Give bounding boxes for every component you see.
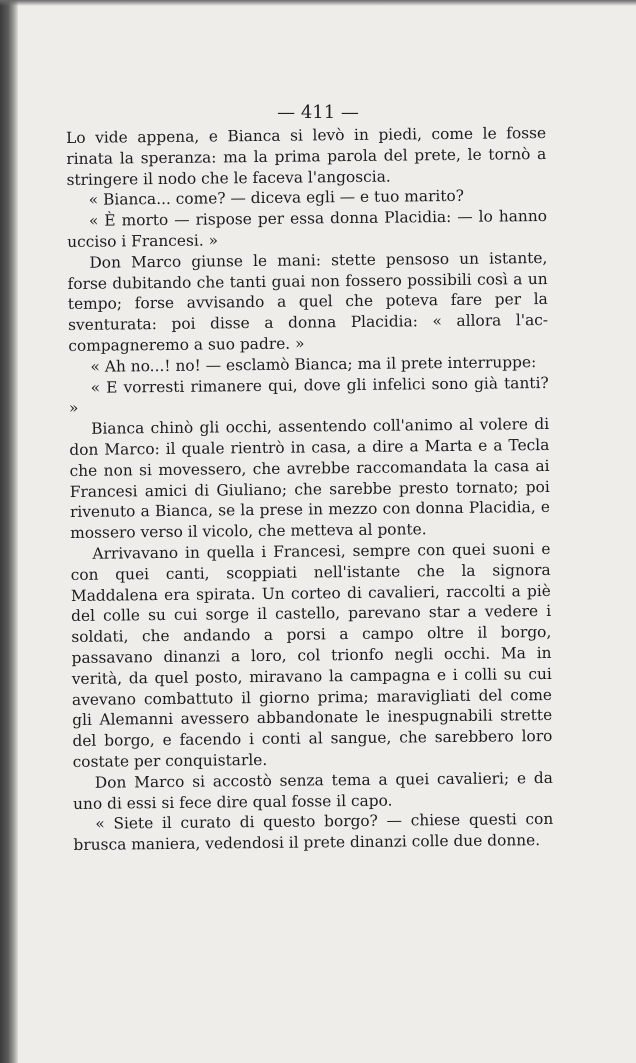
paragraph-9: Don Marco si accostò senza tema a quei cavalieri; e da uno di essi si fece dire qual fosse il capo.: [72, 768, 553, 813]
paragraph-3: « È morto — rispose per essa donna Placidia: — lo hanno ucciso i Francesi. »: [67, 207, 548, 251]
paragraph-5: « Ah no...! no! — esclamò Bianca; ma il prete interruppe:: [90, 352, 537, 376]
page-number: — 411 —: [277, 102, 359, 123]
paragraph-7: Bianca chinò gli occhi, assentendo coll'animo al volere di don Marco: il quale rientrò in casa, a dire a Marta e a Tecla che non si movessero, che avrebbe raccomandata la casa ai Francesi amici di Giuliano; che sarebbe presto tornato; poi rivenuto a Bianca, se la prese in mezzo con donna Placidia, e mossero verso il vicolo, che metteva al ponte.: [69, 415, 551, 543]
paragraph-10: « Siete il curato di questo borgo? — chiese questi con brusca maniera, vedendosi il prete dinanzi colle due donne.: [73, 810, 554, 855]
body-text: [66, 123, 554, 856]
paragraph-1: Lo vide appena, e Bianca si levò in piedi, come le fosse rinata la speranza: ma la prima parola del prete, le tornò a stringere il nodo che le faceva l'angoscia.: [66, 123, 547, 189]
binding-edge: [0, 0, 18, 1063]
paragraph-4: Don Marco giunse le mani: stette pensoso un istante, forse dubitando che tanti guai non fossero possibili così a un tempo; forse avvisando a quel che poteva fare per la sventurata: poi disse a donna Placidia: « allora l'accompagneremo a suo padre. »: [67, 248, 549, 355]
paragraph-2: « Bianca... come? — diceva egli — e tuo marito?: [88, 187, 465, 210]
paragraph-6: « E vorresti rimanere qui, dove gli infelici sono già tanti? »: [68, 373, 549, 418]
paragraph-8: Arrivavano in quella i Francesi, sempre con quei suoni e con quei canti, scoppiati nell'istante che la signora Maddalena era spirata. Un corteo di cavalieri, raccolti a piè del colle su cui sorge il castello, parevano star a vedere i soldati, che andando a porsi a campo oltre il borgo, passavano dinanzi a loro, col trionfo negli occhi. Ma in verità, da quel posto, miravano la campagna e i colli su cui avevano combattuto il giorno prima; maravigliati del come gli Alemanni avessero abbandonate le inespugnabili strette del borgo, e facendo i conti al sangue, che sarebbero loro costate per conquistarle.: [70, 539, 553, 771]
top-edge: [0, 0, 636, 6]
